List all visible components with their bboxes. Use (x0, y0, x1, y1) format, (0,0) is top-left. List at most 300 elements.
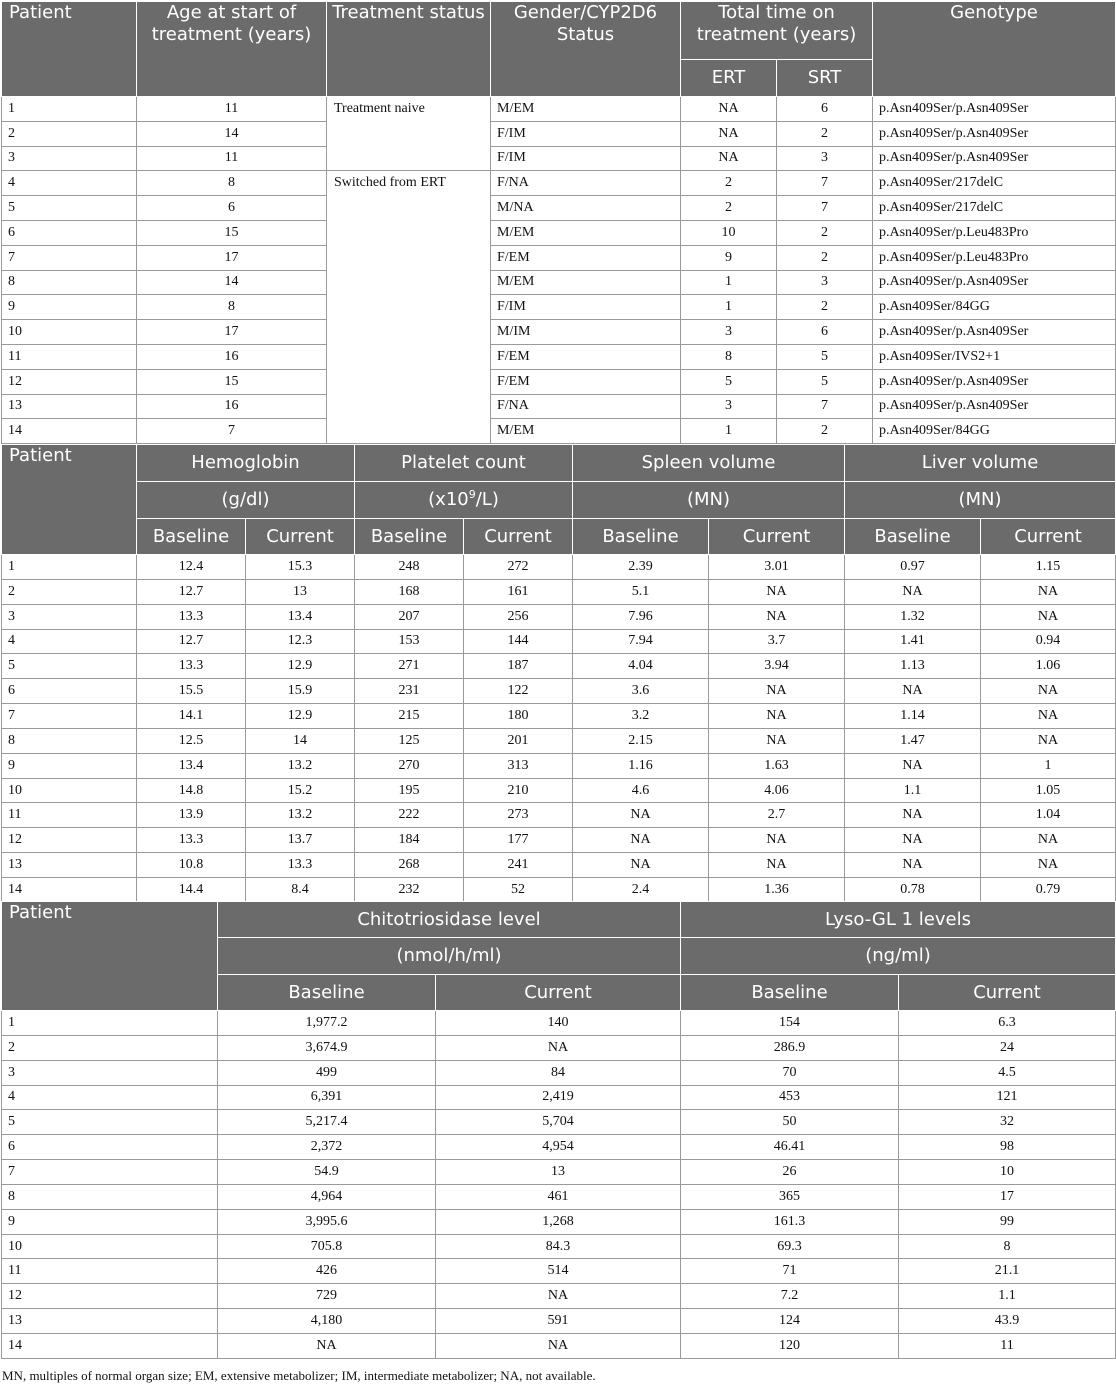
value-cell: 1.47 (845, 728, 981, 753)
ert-cell: 1 (681, 295, 777, 320)
value-cell: 1.16 (573, 753, 709, 778)
header-age: Age at start of treatment (years) (137, 2, 327, 97)
table-row (2, 419, 1116, 444)
table-row (2, 853, 1116, 878)
patient-cell: 12 (2, 369, 137, 394)
value-cell: 5.1 (573, 579, 709, 604)
value-cell: 268 (355, 853, 464, 878)
table-row (2, 778, 1116, 803)
value-cell: 161 (464, 579, 573, 604)
genotype-cell: p.Asn409Ser/IVS2+1 (873, 344, 1116, 369)
value-cell: 54.9 (218, 1160, 436, 1185)
srt-cell: 7 (777, 196, 873, 221)
ert-cell: NA (681, 97, 777, 122)
unit-platelet-pre: (x10 (428, 489, 469, 510)
patient-cell: 1 (2, 97, 137, 122)
header-hemoglobin: Hemoglobin (137, 445, 355, 482)
header-baseline: Baseline (137, 519, 246, 555)
age-cell: 8 (137, 171, 327, 196)
value-cell: 3.2 (573, 704, 709, 729)
table-row (2, 295, 1116, 320)
value-cell: 201 (464, 728, 573, 753)
patient-cell: 14 (2, 419, 137, 444)
value-cell: 1.15 (981, 555, 1116, 580)
value-cell: 15.9 (246, 679, 355, 704)
genotype-cell: p.Asn409Ser/p.Asn409Ser (873, 369, 1116, 394)
value-cell: NA (218, 1333, 436, 1358)
value-cell: NA (709, 704, 845, 729)
genotype-cell: p.Asn409Ser/p.Asn409Ser (873, 97, 1116, 122)
ert-cell: 1 (681, 419, 777, 444)
patient-cell: 3 (2, 1060, 218, 1085)
header-current: Current (709, 519, 845, 555)
value-cell: 125 (355, 728, 464, 753)
table-row (2, 1333, 1116, 1358)
value-cell: 153 (355, 629, 464, 654)
value-cell: NA (709, 579, 845, 604)
value-cell: 210 (464, 778, 573, 803)
unit-platelet-sup: 9 (468, 488, 476, 501)
value-cell: 3.6 (573, 679, 709, 704)
value-cell: 10 (899, 1160, 1116, 1185)
table-row (2, 369, 1116, 394)
value-cell: NA (981, 828, 1116, 853)
gender-cell: M/EM (491, 270, 681, 295)
table-row (2, 171, 1116, 196)
value-cell: NA (709, 679, 845, 704)
value-cell: 248 (355, 555, 464, 580)
value-cell: 14.1 (137, 704, 246, 729)
genotype-cell: p.Asn409Ser/p.Leu483Pro (873, 245, 1116, 270)
srt-cell: 3 (777, 146, 873, 171)
ert-cell: 1 (681, 270, 777, 295)
value-cell: NA (981, 728, 1116, 753)
patient-cell: 10 (2, 320, 137, 345)
patient-cell: 3 (2, 604, 137, 629)
value-cell: 207 (355, 604, 464, 629)
table-row (2, 828, 1116, 853)
table-row (2, 344, 1116, 369)
table-row (2, 121, 1116, 146)
genotype-cell: p.Asn409Ser/p.Asn409Ser (873, 146, 1116, 171)
value-cell: 426 (218, 1259, 436, 1284)
value-cell: 13 (436, 1160, 681, 1185)
patient-cell: 7 (2, 245, 137, 270)
value-cell: 70 (681, 1060, 899, 1085)
value-cell: 4,180 (218, 1309, 436, 1334)
patient-characteristics-table (1, 1, 1116, 444)
table-row (2, 679, 1116, 704)
value-cell: 13.4 (246, 604, 355, 629)
table2-body (2, 555, 1116, 903)
value-cell: 161.3 (681, 1209, 899, 1234)
value-cell: 461 (436, 1184, 681, 1209)
header-current: Current (246, 519, 355, 555)
value-cell: NA (845, 753, 981, 778)
value-cell: NA (845, 853, 981, 878)
ert-cell: 10 (681, 220, 777, 245)
value-cell: 15.3 (246, 555, 355, 580)
value-cell: NA (709, 853, 845, 878)
gender-cell: F/EM (491, 344, 681, 369)
value-cell: 1 (981, 753, 1116, 778)
value-cell: 13.3 (246, 853, 355, 878)
genotype-cell: p.Asn409Ser/217delC (873, 196, 1116, 221)
header-baseline: Baseline (681, 975, 899, 1011)
biomarker-table (1, 901, 1116, 1359)
patient-cell: 4 (2, 629, 137, 654)
value-cell: 13.2 (246, 803, 355, 828)
value-cell: 231 (355, 679, 464, 704)
gender-cell: F/IM (491, 146, 681, 171)
table-row (2, 1160, 1116, 1185)
unit-spleen: (MN) (573, 482, 845, 519)
table-row (2, 654, 1116, 679)
age-cell: 14 (137, 121, 327, 146)
header-patient: Patient (2, 902, 218, 1011)
table-row (2, 555, 1116, 580)
value-cell: 1.14 (845, 704, 981, 729)
value-cell: 729 (218, 1284, 436, 1309)
value-cell: NA (981, 704, 1116, 729)
unit-platelet (355, 482, 573, 519)
age-cell: 11 (137, 146, 327, 171)
value-cell: 46.41 (681, 1135, 899, 1160)
table-row (2, 245, 1116, 270)
value-cell: 5,704 (436, 1110, 681, 1135)
value-cell: 0.97 (845, 555, 981, 580)
value-cell: 4,964 (218, 1184, 436, 1209)
value-cell: 13 (246, 579, 355, 604)
value-cell: 3.01 (709, 555, 845, 580)
value-cell: 1.32 (845, 604, 981, 629)
age-cell: 14 (137, 270, 327, 295)
value-cell: 121 (899, 1085, 1116, 1110)
value-cell: 705.8 (218, 1234, 436, 1259)
value-cell: 195 (355, 778, 464, 803)
age-cell: 16 (137, 344, 327, 369)
value-cell: 124 (681, 1309, 899, 1334)
patient-cell: 8 (2, 270, 137, 295)
patient-cell: 3 (2, 146, 137, 171)
value-cell: 1.41 (845, 629, 981, 654)
value-cell: 13.7 (246, 828, 355, 853)
table-row (2, 704, 1116, 729)
table-row (2, 1259, 1116, 1284)
value-cell: NA (573, 853, 709, 878)
table-row (2, 1085, 1116, 1110)
header-platelet: Platelet count (355, 445, 573, 482)
value-cell: 26 (681, 1160, 899, 1185)
gender-cell: M/EM (491, 97, 681, 122)
ert-cell: 5 (681, 369, 777, 394)
value-cell: 21.1 (899, 1259, 1116, 1284)
value-cell: 272 (464, 555, 573, 580)
table-row (2, 629, 1116, 654)
value-cell: 12.4 (137, 555, 246, 580)
table-row (2, 146, 1116, 171)
srt-cell: 2 (777, 245, 873, 270)
value-cell: 4.04 (573, 654, 709, 679)
value-cell: 232 (355, 877, 464, 902)
gender-cell: M/IM (491, 320, 681, 345)
value-cell: 14.8 (137, 778, 246, 803)
value-cell: NA (436, 1284, 681, 1309)
header-gender-cyp2d6: Gender/CYP2D6 Status (491, 2, 681, 97)
patient-cell: 14 (2, 1333, 218, 1358)
value-cell: 2,419 (436, 1085, 681, 1110)
header-total-time: Total time on treatment (years) (681, 2, 873, 60)
value-cell: 4.6 (573, 778, 709, 803)
value-cell: NA (709, 604, 845, 629)
value-cell: 1.1 (899, 1284, 1116, 1309)
value-cell: 222 (355, 803, 464, 828)
value-cell: 14.4 (137, 877, 246, 902)
unit-chitotriosidase: (nmol/h/ml) (218, 938, 681, 975)
value-cell: 24 (899, 1035, 1116, 1060)
srt-cell: 7 (777, 171, 873, 196)
value-cell: 273 (464, 803, 573, 828)
patient-cell: 1 (2, 1011, 218, 1036)
patient-cell: 12 (2, 1284, 218, 1309)
value-cell: 7.96 (573, 604, 709, 629)
header-ert: ERT (681, 60, 777, 97)
value-cell: 3.94 (709, 654, 845, 679)
ert-cell: 3 (681, 320, 777, 345)
header-liver: Liver volume (845, 445, 1116, 482)
value-cell: 14 (246, 728, 355, 753)
value-cell: 12.5 (137, 728, 246, 753)
table-row (2, 1110, 1116, 1135)
value-cell: 241 (464, 853, 573, 878)
table-row (2, 394, 1116, 419)
gender-cell: F/IM (491, 121, 681, 146)
patient-cell: 2 (2, 579, 137, 604)
header-current: Current (899, 975, 1116, 1011)
value-cell: 15.2 (246, 778, 355, 803)
age-cell: 8 (137, 295, 327, 320)
value-cell: 2.7 (709, 803, 845, 828)
clinical-parameters-table (1, 444, 1116, 903)
value-cell: 144 (464, 629, 573, 654)
header-patient: Patient (2, 2, 137, 97)
genotype-cell: p.Asn409Ser/84GG (873, 295, 1116, 320)
header-current: Current (436, 975, 681, 1011)
table-row (2, 728, 1116, 753)
header-lyso-gl1: Lyso-GL 1 levels (681, 902, 1116, 938)
age-cell: 15 (137, 369, 327, 394)
value-cell: 499 (218, 1060, 436, 1085)
unit-liver: (MN) (845, 482, 1116, 519)
value-cell: 591 (436, 1309, 681, 1334)
value-cell: 10.8 (137, 853, 246, 878)
table-row (2, 196, 1116, 221)
table3-body (2, 1011, 1116, 1359)
value-cell: 13.2 (246, 753, 355, 778)
unit-lyso-gl1: (ng/ml) (681, 938, 1116, 975)
srt-cell: 6 (777, 320, 873, 345)
header-srt: SRT (777, 60, 873, 97)
srt-cell: 5 (777, 344, 873, 369)
genotype-cell: p.Asn409Ser/217delC (873, 171, 1116, 196)
srt-cell: 5 (777, 369, 873, 394)
patient-cell: 4 (2, 1085, 218, 1110)
table-row (2, 220, 1116, 245)
table-row (2, 1035, 1116, 1060)
table-row (2, 1011, 1116, 1036)
gender-cell: F/NA (491, 394, 681, 419)
ert-cell: 9 (681, 245, 777, 270)
patient-cell: 7 (2, 1160, 218, 1185)
value-cell: 0.79 (981, 877, 1116, 902)
genotype-cell: p.Asn409Ser/p.Asn409Ser (873, 270, 1116, 295)
age-cell: 6 (137, 196, 327, 221)
ert-cell: 8 (681, 344, 777, 369)
value-cell: 15.5 (137, 679, 246, 704)
srt-cell: 2 (777, 121, 873, 146)
value-cell: 2,372 (218, 1135, 436, 1160)
value-cell: 13.4 (137, 753, 246, 778)
value-cell: 12.9 (246, 654, 355, 679)
value-cell: NA (573, 803, 709, 828)
value-cell: NA (845, 803, 981, 828)
value-cell: NA (436, 1333, 681, 1358)
patient-cell: 10 (2, 1234, 218, 1259)
table-row (2, 604, 1116, 629)
value-cell: 184 (355, 828, 464, 853)
unit-platelet-post: /L) (475, 489, 499, 510)
value-cell: 13.3 (137, 828, 246, 853)
genotype-cell: p.Asn409Ser/p.Leu483Pro (873, 220, 1116, 245)
value-cell: 3,995.6 (218, 1209, 436, 1234)
value-cell: 1,268 (436, 1209, 681, 1234)
table-row (2, 877, 1116, 902)
value-cell: 215 (355, 704, 464, 729)
value-cell: 177 (464, 828, 573, 853)
gender-cell: F/EM (491, 369, 681, 394)
patient-cell: 11 (2, 1259, 218, 1284)
value-cell: NA (436, 1035, 681, 1060)
value-cell: 1.04 (981, 803, 1116, 828)
gender-cell: F/NA (491, 171, 681, 196)
header-chitotriosidase: Chitotriosidase level (218, 902, 681, 938)
table-row (2, 320, 1116, 345)
age-cell: 17 (137, 320, 327, 345)
value-cell: 52 (464, 877, 573, 902)
genotype-cell: p.Asn409Ser/p.Asn409Ser (873, 394, 1116, 419)
value-cell: 4,954 (436, 1135, 681, 1160)
patient-cell: 6 (2, 1135, 218, 1160)
value-cell: 2.4 (573, 877, 709, 902)
patient-cell: 9 (2, 1209, 218, 1234)
value-cell: 17 (899, 1184, 1116, 1209)
patient-cell: 5 (2, 1110, 218, 1135)
table-row (2, 753, 1116, 778)
value-cell: 8.4 (246, 877, 355, 902)
value-cell: 154 (681, 1011, 899, 1036)
table-row (2, 1135, 1116, 1160)
patient-cell: 5 (2, 654, 137, 679)
value-cell: 50 (681, 1110, 899, 1135)
patient-cell: 8 (2, 728, 137, 753)
value-cell: 98 (899, 1135, 1116, 1160)
srt-cell: 2 (777, 419, 873, 444)
value-cell: 11 (899, 1333, 1116, 1358)
value-cell: 122 (464, 679, 573, 704)
header-current: Current (981, 519, 1116, 555)
value-cell: 514 (436, 1259, 681, 1284)
value-cell: 6.3 (899, 1011, 1116, 1036)
genotype-cell: p.Asn409Ser/p.Asn409Ser (873, 320, 1116, 345)
patient-cell: 10 (2, 778, 137, 803)
value-cell: 12.7 (137, 629, 246, 654)
table-row (2, 1234, 1116, 1259)
value-cell: 1.63 (709, 753, 845, 778)
srt-cell: 6 (777, 97, 873, 122)
value-cell: 12.9 (246, 704, 355, 729)
value-cell: 313 (464, 753, 573, 778)
value-cell: 71 (681, 1259, 899, 1284)
value-cell: 1,977.2 (218, 1011, 436, 1036)
age-cell: 7 (137, 419, 327, 444)
gender-cell: M/EM (491, 220, 681, 245)
value-cell: NA (981, 679, 1116, 704)
patient-cell: 6 (2, 679, 137, 704)
age-cell: 15 (137, 220, 327, 245)
value-cell: 1.05 (981, 778, 1116, 803)
value-cell: 4.06 (709, 778, 845, 803)
header-spleen: Spleen volume (573, 445, 845, 482)
value-cell: 365 (681, 1184, 899, 1209)
table-row (2, 579, 1116, 604)
value-cell: 0.94 (981, 629, 1116, 654)
age-cell: 17 (137, 245, 327, 270)
value-cell: 43.9 (899, 1309, 1116, 1334)
ert-cell: NA (681, 121, 777, 146)
value-cell: 3.7 (709, 629, 845, 654)
patient-cell: 11 (2, 803, 137, 828)
gender-cell: F/IM (491, 295, 681, 320)
table-row (2, 1209, 1116, 1234)
value-cell: 3,674.9 (218, 1035, 436, 1060)
header-baseline: Baseline (845, 519, 981, 555)
gender-cell: M/EM (491, 419, 681, 444)
patient-cell: 9 (2, 295, 137, 320)
value-cell: NA (709, 728, 845, 753)
value-cell: 32 (899, 1110, 1116, 1135)
srt-cell: 7 (777, 394, 873, 419)
patient-cell: 13 (2, 853, 137, 878)
value-cell: 1.1 (845, 778, 981, 803)
patient-cell: 13 (2, 394, 137, 419)
patient-cell: 9 (2, 753, 137, 778)
value-cell: 187 (464, 654, 573, 679)
age-cell: 16 (137, 394, 327, 419)
value-cell: 4.5 (899, 1060, 1116, 1085)
table-row (2, 1284, 1116, 1309)
value-cell: 1.13 (845, 654, 981, 679)
table-row (2, 270, 1116, 295)
patient-cell: 1 (2, 555, 137, 580)
table-row (2, 97, 1116, 122)
srt-cell: 3 (777, 270, 873, 295)
patient-cell: 14 (2, 877, 137, 902)
patient-cell: 12 (2, 828, 137, 853)
patient-cell: 5 (2, 196, 137, 221)
genotype-cell: p.Asn409Ser/84GG (873, 419, 1116, 444)
value-cell: 120 (681, 1333, 899, 1358)
genotype-cell: p.Asn409Ser/p.Asn409Ser (873, 121, 1116, 146)
